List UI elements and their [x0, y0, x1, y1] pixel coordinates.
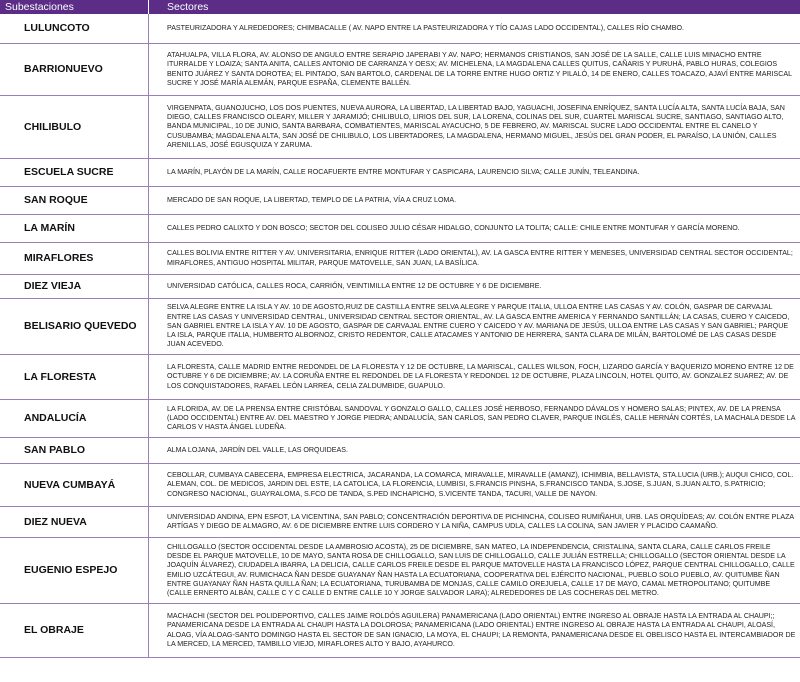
substation-name: BARRIONUEVO: [0, 43, 149, 95]
table-row: [0, 399, 800, 437]
sectors-text: LA FLORIDA, AV. DE LA PRENSA ENTRE CRISTÓBAL SANDOVAL Y GONZALO GALLO, CALLES JOSÉ HERBOSO, FERNANDO DÁVALOS Y HOMERO SALAS; PINTEX, AV. DE LA PRENSA (LADO OCCIDENTAL) ENTRE AV. DEL MAESTRO Y JORGE PIEDRA; ANDALUCÍA, SAN CARLOS, SAN PEDRO CLAVER, PARQUE INGLÉS, CALLE HERNÁN CORTÉS, LA MACHALA DESDE LA CARLOS V HASTA ÁNGEL LUDEÑA.: [149, 399, 800, 437]
table-row: [0, 506, 800, 537]
table-header: [0, 0, 800, 14]
substation-name: LULUNCOTO: [0, 14, 149, 43]
table-row: [0, 274, 800, 298]
sectors-text: ATAHUALPA, VILLA FLORA, AV. ALONSO DE ANGULO ENTRE SERAPIO JAPERABI Y AV. NAPO; HERMANOS CRISTIANOS, SAN JOSÉ DE LA SALLE, CALLE LUIS MINACHO ENTRE ITURRALDE Y LOAIZA; SANTA ANITA, CALLES ANTONIO DE CARRANZA Y OESX; AV. MICHELENA, LA MAGDALENA CALLES QUITUS, CAÑARIS Y PURUHÁ, PABLO HURAS, COLEGIOS BENITO JUÁREZ Y SANTA DOROTEA; EL PINTADO, SAN BARTOLO, CARDENAL DE LA TORRE ENTRE HUGO ORTIZ Y PILALÓ, 14 DE ENERO, CALLES TOACAZO, AJAVÍ ENTRE MARISCAL SUCRE Y JOSÉ MARÍA ALEMÁN, PARQUE ESPAÑA, CLEMENTE BALLÉN.: [149, 43, 800, 95]
sectors-text: UNIVERSIDAD CATÓLICA, CALLES ROCA, CARRIÓN, VEINTIMILLA ENTRE 12 DE OCTUBRE Y 6 DE DICIEMBRE.: [149, 274, 800, 298]
table-row: [0, 437, 800, 463]
sectors-text: VIRGENPATA, GUANOJUCHO, LOS DOS PUENTES, NUEVA AURORA, LA LIBERTAD, LA LIBERTAD BAJO, YAGUACHI, JOSEFINA ENRÍQUEZ, SANTA LUCÍA ALTA, SANTA LUCÍA BAJA, SAN DIEGO, CALLES FRANCISCO OLEARY, MILLER Y JARAMIJÓ; CHILIBULO, LIRIOS DEL SUR, LA LORENA, COLINAS DEL SUR, CUARTEL MARISCAL SUCRE, SANTIAGO, SANTIAGO ALTO, BANDA MUNICIPAL, 10 DE JUNIO, SANTA BARBARA, COMBATIENTES, MARISCAL AYACUCHO, 5 DE FEBRERO, AV. MARISCAL SUCRE LADO OCCIDENTAL ENTRE EL CANELO Y CUSUBAMBA; MAGDALENA ALTA, SAN JOSÉ DE CHILIBULO, LOS LIBERTADORES, LA MAGDALENA, HERMANO MIGUEL, JESÚS DEL GRAN PODER, EL PARAÍSO, LA UNIÓN, CALLES ARENILLAS, JOSÉ EGUSQUIZA Y ZARUMA.: [149, 95, 800, 158]
table-row: [0, 603, 800, 657]
substation-name: EL OBRAJE: [0, 603, 149, 657]
sectors-text: MERCADO DE SAN ROQUE, LA LIBERTAD, TEMPLO DE LA PATRIA, VÍA A CRUZ LOMA.: [149, 186, 800, 214]
sectors-text: CALLES PEDRO CALIXTO Y DON BOSCO; SECTOR DEL COLISEO JULIO CÉSAR HIDALGO, CONJUNTO LA TOLITA; CALLE: CHILE ENTRE MONTUFAR Y GARCÍA MORENO.: [149, 214, 800, 242]
substation-name: EUGENIO ESPEJO: [0, 537, 149, 603]
sectors-text: CHILLOGALLO (SECTOR OCCIDENTAL DESDE LA AMBROSIO ACOSTA), 25 DE DICIEMBRE, SAN MATEO, LA INDEPENDENCIA, CRISTALINA, SANTA CLARA, CALLE CARLOS FREILE DESDE EL PARQUE MATOVELLE, 10 DE MAYO, SANTA ROSA DE CHILLOGALLO, SAN LUIS DE CHILLOGALLO, CALLE JULIÁN ESTRELLA; CHILLOGALLO (SECTOR ORIENTAL DESDE LA JOAQUÍN ÁLVAREZ), CIUDADELA IBARRA, LA DELICIA, CALLE CARLOS FREILE DESDE EL PARQUE MATOVELLE HASTA LA FRANCISCO LÓPEZ, PARQUE CENTRAL CHILLOGALLO, CALLE EMILIO UZCÁTEGUI, AV. RUMICHACA ÑAN DESDE GUAYANAY ÑAN HASTA LA ECUATORIANA, COOPERATIVA DEL EJÉRCITO NACIONAL, PUEBLO SOLO PUEBLO, AV. QUITUMBE ÑAN ENTRE GUAYANAY ÑAN HASTA QUILLA ÑAN; LA ECUATORIANA, TURUBAMBA DE MONJAS, CALLE CAMILO OREJUELA, CALLE 17 DE MAYO, CAMAL METROPOLITANO; QUITUMBE (CALLE ERNERTO ALBÁN, CALLE C Y C CALLE D ENTRE CALLE 10 Y JORGE SALVADOR LARA); ALREDEDORES DE LAS COCHERAS DEL METRO.: [149, 537, 800, 603]
substation-name: SAN PABLO: [0, 437, 149, 463]
substation-name: CHILIBULO: [0, 95, 149, 158]
table-row: [0, 537, 800, 603]
header-row: [0, 0, 800, 14]
table-row: [0, 298, 800, 354]
substation-name: MIRAFLORES: [0, 242, 149, 274]
substation-name: ESCUELA SUCRE: [0, 158, 149, 186]
table-row: [0, 43, 800, 95]
substation-name: LA FLORESTA: [0, 354, 149, 399]
table-row: [0, 242, 800, 274]
table-row: [0, 214, 800, 242]
substation-name: BELISARIO QUEVEDO: [0, 298, 149, 354]
table-row: [0, 463, 800, 506]
substation-name: NUEVA CUMBAYÁ: [0, 463, 149, 506]
sectors-text: CEBOLLAR, CUMBAYA CABECERA, EMPRESA ELECTRICA, JACARANDA, LA COMARCA, MIRAVALLE, MIRAVALLE (AMANZ), ICHIMBIA, BELLAVISTA, STA.LUCIA (URB.); AUQUI CHICO, COL. ALEMAN, COL. DE MEDICOS, JARDIN DEL ESTE, LA CATOLICA, LA FLORENCIA, LUMBISI, S.FRANCIS PINSHA, S.FRANCISCO TANDA, S.JOSE, S.JUAN, S.JUAN ALTO, S.PATRICIO; CONGRESO NACIONAL, GUAYRALOMA, S.FCO DE TANDA, S.PED INCHAPICHO, S.VICENTE TANDA, TACURI, VALLE DE NAYON.: [149, 463, 800, 506]
substation-name: LA MARÍN: [0, 214, 149, 242]
substation-name: DIEZ NUEVA: [0, 506, 149, 537]
table-row: [0, 158, 800, 186]
substation-name: SAN ROQUE: [0, 186, 149, 214]
substation-name: ANDALUCÍA: [0, 399, 149, 437]
sectors-text: ALMA LOJANA, JARDÍN DEL VALLE, LAS ORQUIDEAS.: [149, 437, 800, 463]
table-row: [0, 354, 800, 399]
header-sectores: Sectores: [149, 0, 800, 14]
sectors-text: LA FLORESTA, CALLE MADRID ENTRE REDONDEL DE LA FLORESTA Y 12 DE OCTUBRE, LA MARISCAL, CALLES WILSON, FOCH, LIZARDO GARCÍA Y BAQUERIZO MORENO ENTRE 12 DE OCTUBRE Y 6 DE DICIEMBRE; AV. LA CORUÑA ENTRE EL REDONDEL DE LA FLORESTA Y REDONDEL 12 DE OCTUBRE, PLAZA LINCOLN, HOTEL QUITO, AV. GONZALEZ SUAREZ; AV. DE LOS CONQUISTADORES, RAFAEL LEÓN LARREA, CELIA ZALDUMBIDE, GUAPULO.: [149, 354, 800, 399]
sectors-text: CALLES BOLIVIA ENTRE RITTER Y AV. UNIVERSITARIA, ENRIQUE RITTER (LADO ORIENTAL), AV. LA GASCA ENTRE RITTER Y MENESES, UNIVERSIDAD CENTRAL SECTOR OCCIDENTAL; MIRAFLORES, ANTIGUO HOSPITAL MILITAR, PARQUE MATOVELLE, SAN JUAN, LA BASÍLICA.: [149, 242, 800, 274]
header-subestaciones: Subestaciones: [0, 0, 149, 14]
sectors-text: PASTEURIZADORA Y ALREDEDORES; CHIMBACALLE ( AV. NAPO ENTRE LA PASTEURIZADORA Y TÍO CAJAS LADO OCCIDENTAL), CALLES RÍO CHAMBO.: [149, 14, 800, 43]
sectors-text: MACHACHI (SECTOR DEL POLIDEPORTIVO, CALLES JAIME ROLDÓS AGUILERA) PANAMERICANA (LADO ORIENTAL) ENTRE INGRESO AL OBRAJE HASTA LA ENTRADA AL CHAUPI;; PANAMERICANA DESDE LA ENTRADA AL CHAUPI HASTA LA DOLOROSA; PANAMERICANA (LADO ORIENTAL) ENTRE INGRESO AL OBRAJE HASTA LA ENTRADA AL CHAUPI, ALOASÍ, ALOAG, VÍA ALOAG-SANTO DOMINGO HASTA EL SECTOR DE SAN IGNACIO, LA MOYA, EL CHAUPI; LA REMONTA, PANAMERICANA DESDE EL OBELISCO HASTA EL INTERCAMBIADOR DE LA MERCED, LA MERCED, TAMBILLO VIEJO, MIRAFLORES ALTO Y BAJO, AYAHURCO.: [149, 603, 800, 657]
table-body: [0, 14, 800, 657]
substation-name: DIEZ VIEJA: [0, 274, 149, 298]
sectors-text: SELVA ALEGRE ENTRE LA ISLA Y AV. 10 DE AGOSTO,RUIZ DE CASTILLA ENTRE SELVA ALEGRE Y PARQUE ITALIA, ULLOA ENTRE LAS CASAS Y AV. COLÓN, GASPAR DE CARVAJAL ENTRE LAS CASAS Y UNIVERSIDAD CENTRAL, UNIVERSIDAD CENTRAL SECTOR ORIENTAL, AV. LA GASCA ENTRE AMERICA Y FERNANDO SANTILLÁN; LA CASAS, CUERO Y CAICEDO, SAN GABRIEL ENTRE LA ISLA Y AV. 10 DE AGOSTO, GASPAR DE CARVAJAL ENTRE CUERO Y CAICEDO Y AV. MARIANA DE JESÚS, ULLOA ENTRE LAS CASAS Y SAN GABRIEL; PARQUE LA ISLA, PARQUE ITALIA, HUMBERTO ALBORNOZ, CRISTO REDENTOR, CALLE ATACAMES Y ANTONIO DE HERRERA, SANTA CLARA DE MILÁN, BARTOLOMÉ DE LAS CASAS DESDE JUAN ACEVEDO.: [149, 298, 800, 354]
table-row: [0, 186, 800, 214]
sectors-text: LA MARÍN, PLAYÓN DE LA MARÍN, CALLE ROCAFUERTE ENTRE MONTUFAR Y CASPICARA, LAURENCIO SILVA; CALLE JUNÍN, TELEANDINA.: [149, 158, 800, 186]
table-row: [0, 14, 800, 43]
table-row: [0, 95, 800, 158]
sectors-text: UNIVERSIDAD ANDINA, EPN ESFOT, LA VICENTINA, SAN PABLO; CONCENTRACIÓN DEPORTIVA DE PICHINCHA, COLISEO RUMIÑAHUI, URB. LAS ORQUÍDEAS; AV. COLÓN ENTRE PLAZA ARTÍGAS Y DIEGO DE ALMAGRO, AV. 6 DE DICIEMBRE ENTRE LUIS CORDERO Y LA NIÑA, CAMPUS UDLA, CALLES LA COLINA, SAN JAVIER Y PLACIDO CAAMAÑO.: [149, 506, 800, 537]
